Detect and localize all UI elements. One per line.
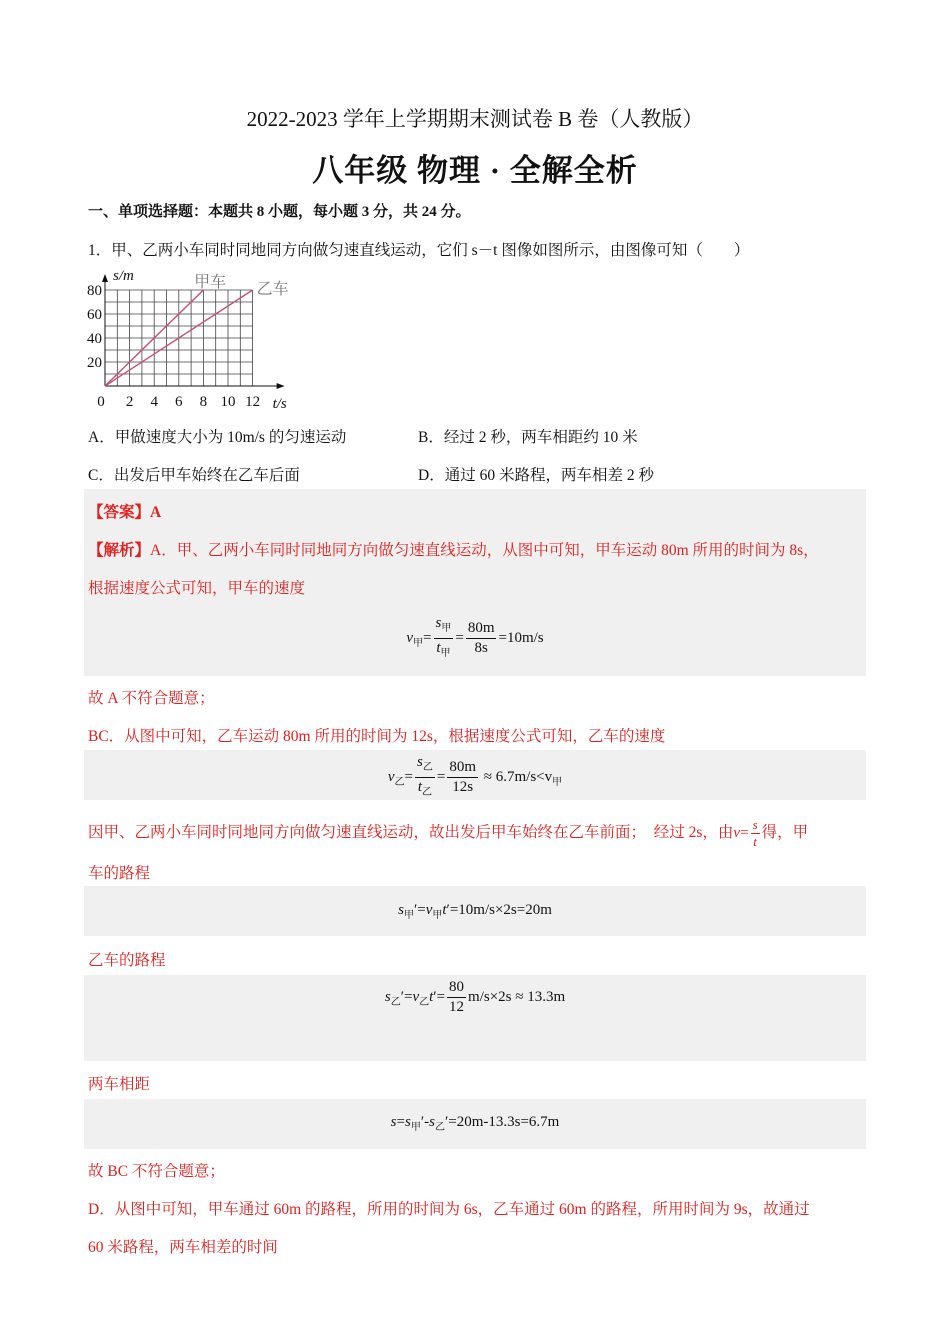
f1-frac-1: $\frac{s_甲}{t_甲}$	[435, 615, 452, 659]
not-a-text: 故 A 不符合题意；	[88, 690, 215, 707]
f2-frac-2: $\frac{80m}{12s}$	[449, 759, 476, 795]
distance-label: 两车相距	[88, 1076, 151, 1093]
option-c[interactable]: C．出发后甲车始终在乙车后面	[88, 467, 300, 484]
not-bc-text: 故 BC 不符合题意；	[88, 1163, 225, 1180]
analysis-line-2: 根据速度公式可知，甲车的速度	[88, 580, 306, 597]
section-heading: 一、单项选择题：本题共 8 小题，每小题 3 分，共 24 分。	[88, 204, 471, 220]
y-tick-label: 60	[87, 307, 102, 323]
bc-line-1: BC．从图中可知，乙车运动 80m 所用的时间为 12s，根据速度公式可知，乙车的速度	[88, 728, 666, 745]
st-chart	[80, 266, 310, 416]
x-axis-label: t/s	[272, 396, 287, 412]
x-tick-label: 6	[175, 394, 183, 410]
f2-frac-1: $\frac{s_乙}{t_乙}$	[417, 754, 433, 798]
analysis-text-1: A．甲、乙两小车同时同地同方向做匀速直线运动，从图中可知，甲车运动 80m 所用的时间为 8s，	[150, 542, 819, 559]
analysis-label: 【解析】	[88, 542, 151, 559]
y-tick-label: 20	[87, 355, 102, 371]
answer: 【答案】A	[88, 504, 162, 521]
series-label-yi: 乙车	[256, 281, 289, 298]
y-axis-label: s/m	[113, 268, 134, 284]
x-tick-label: 12	[245, 394, 261, 410]
formula-v-yi: $v_乙=$ $\frac{s_乙}{t_乙}$ = $\frac{80m}{12s}$ ≈ $6.7m/s<v_甲$	[84, 753, 866, 802]
y-axis-arrow	[102, 274, 108, 282]
option-d[interactable]: D．通过 60 米路程，两车相差 2 秒	[418, 467, 654, 484]
yi-distance-label: 乙车的路程	[88, 952, 166, 969]
d-line-2: 60 米路程，两车相差的时间	[88, 1239, 278, 1256]
y-tick-label: 80	[87, 283, 102, 299]
x-tick-label: 0	[97, 394, 105, 410]
bc-line-3: 车的路程	[88, 865, 151, 882]
question-stem: 1．甲、乙两小车同时同地同方向做匀速直线运动，它们 s－t 图像如图所示，由图像可知（ ）	[88, 242, 750, 259]
formula-distance: $s=s_甲'-s_乙'=20m-13.3s=6.7m$	[390, 1114, 560, 1133]
analysis-line-1	[88, 538, 819, 560]
bc-line-2: 因甲、乙两小车同时同地同方向做匀速直线运动，故出发后甲车始终在乙车前面； 经过 2s，由v= $\frac{s}{t}$ 得，甲	[88, 817, 809, 849]
f1-rhs: =10m/s	[498, 629, 544, 646]
formula-s-jia: $s_甲'=v_甲t'=10m/s\times 2s=20m$	[398, 902, 552, 921]
f1-lhs: v	[406, 629, 414, 646]
x-tick-label: 2	[125, 394, 134, 410]
exam-title: 2022-2023 学年上学期期末测试卷 B 卷（人教版）	[246, 107, 704, 131]
formula-s-yi: $s_乙'=v_乙t'=$ $\frac{80}{12}$ m/s×2s ≈ 13.3m	[384, 979, 566, 1015]
x-axis-arrow	[277, 383, 285, 389]
option-a[interactable]: A．甲做速度大小为 10m/s 的匀速运动	[88, 429, 347, 446]
f1-lhs-sub: 甲	[413, 637, 424, 649]
series-label-jia: 甲车	[194, 274, 227, 291]
x-tick-label: 10	[220, 394, 236, 410]
formula-v-jia: $v_甲=$ $\frac{s_甲}{t_甲}$ = $\frac{80m}{8s}$ =10m/s	[84, 614, 866, 663]
x-tick-label: 8	[199, 394, 208, 410]
y-tick-label: 40	[87, 331, 102, 347]
f1-frac-2: $\frac{80m}{8s}$	[467, 620, 495, 656]
x-tick-label: 4	[150, 394, 158, 410]
d-line-1: D．从图中可知，甲车通过 60m 的路程，所用的时间为 6s，乙车通过 60m 的路程，所用时间为 9s，故通过	[88, 1201, 810, 1218]
exam-subtitle: 八年级 物理 · 全解全析	[312, 153, 638, 188]
option-b[interactable]: B．经过 2 秒，两车相距约 10 米	[418, 429, 638, 446]
